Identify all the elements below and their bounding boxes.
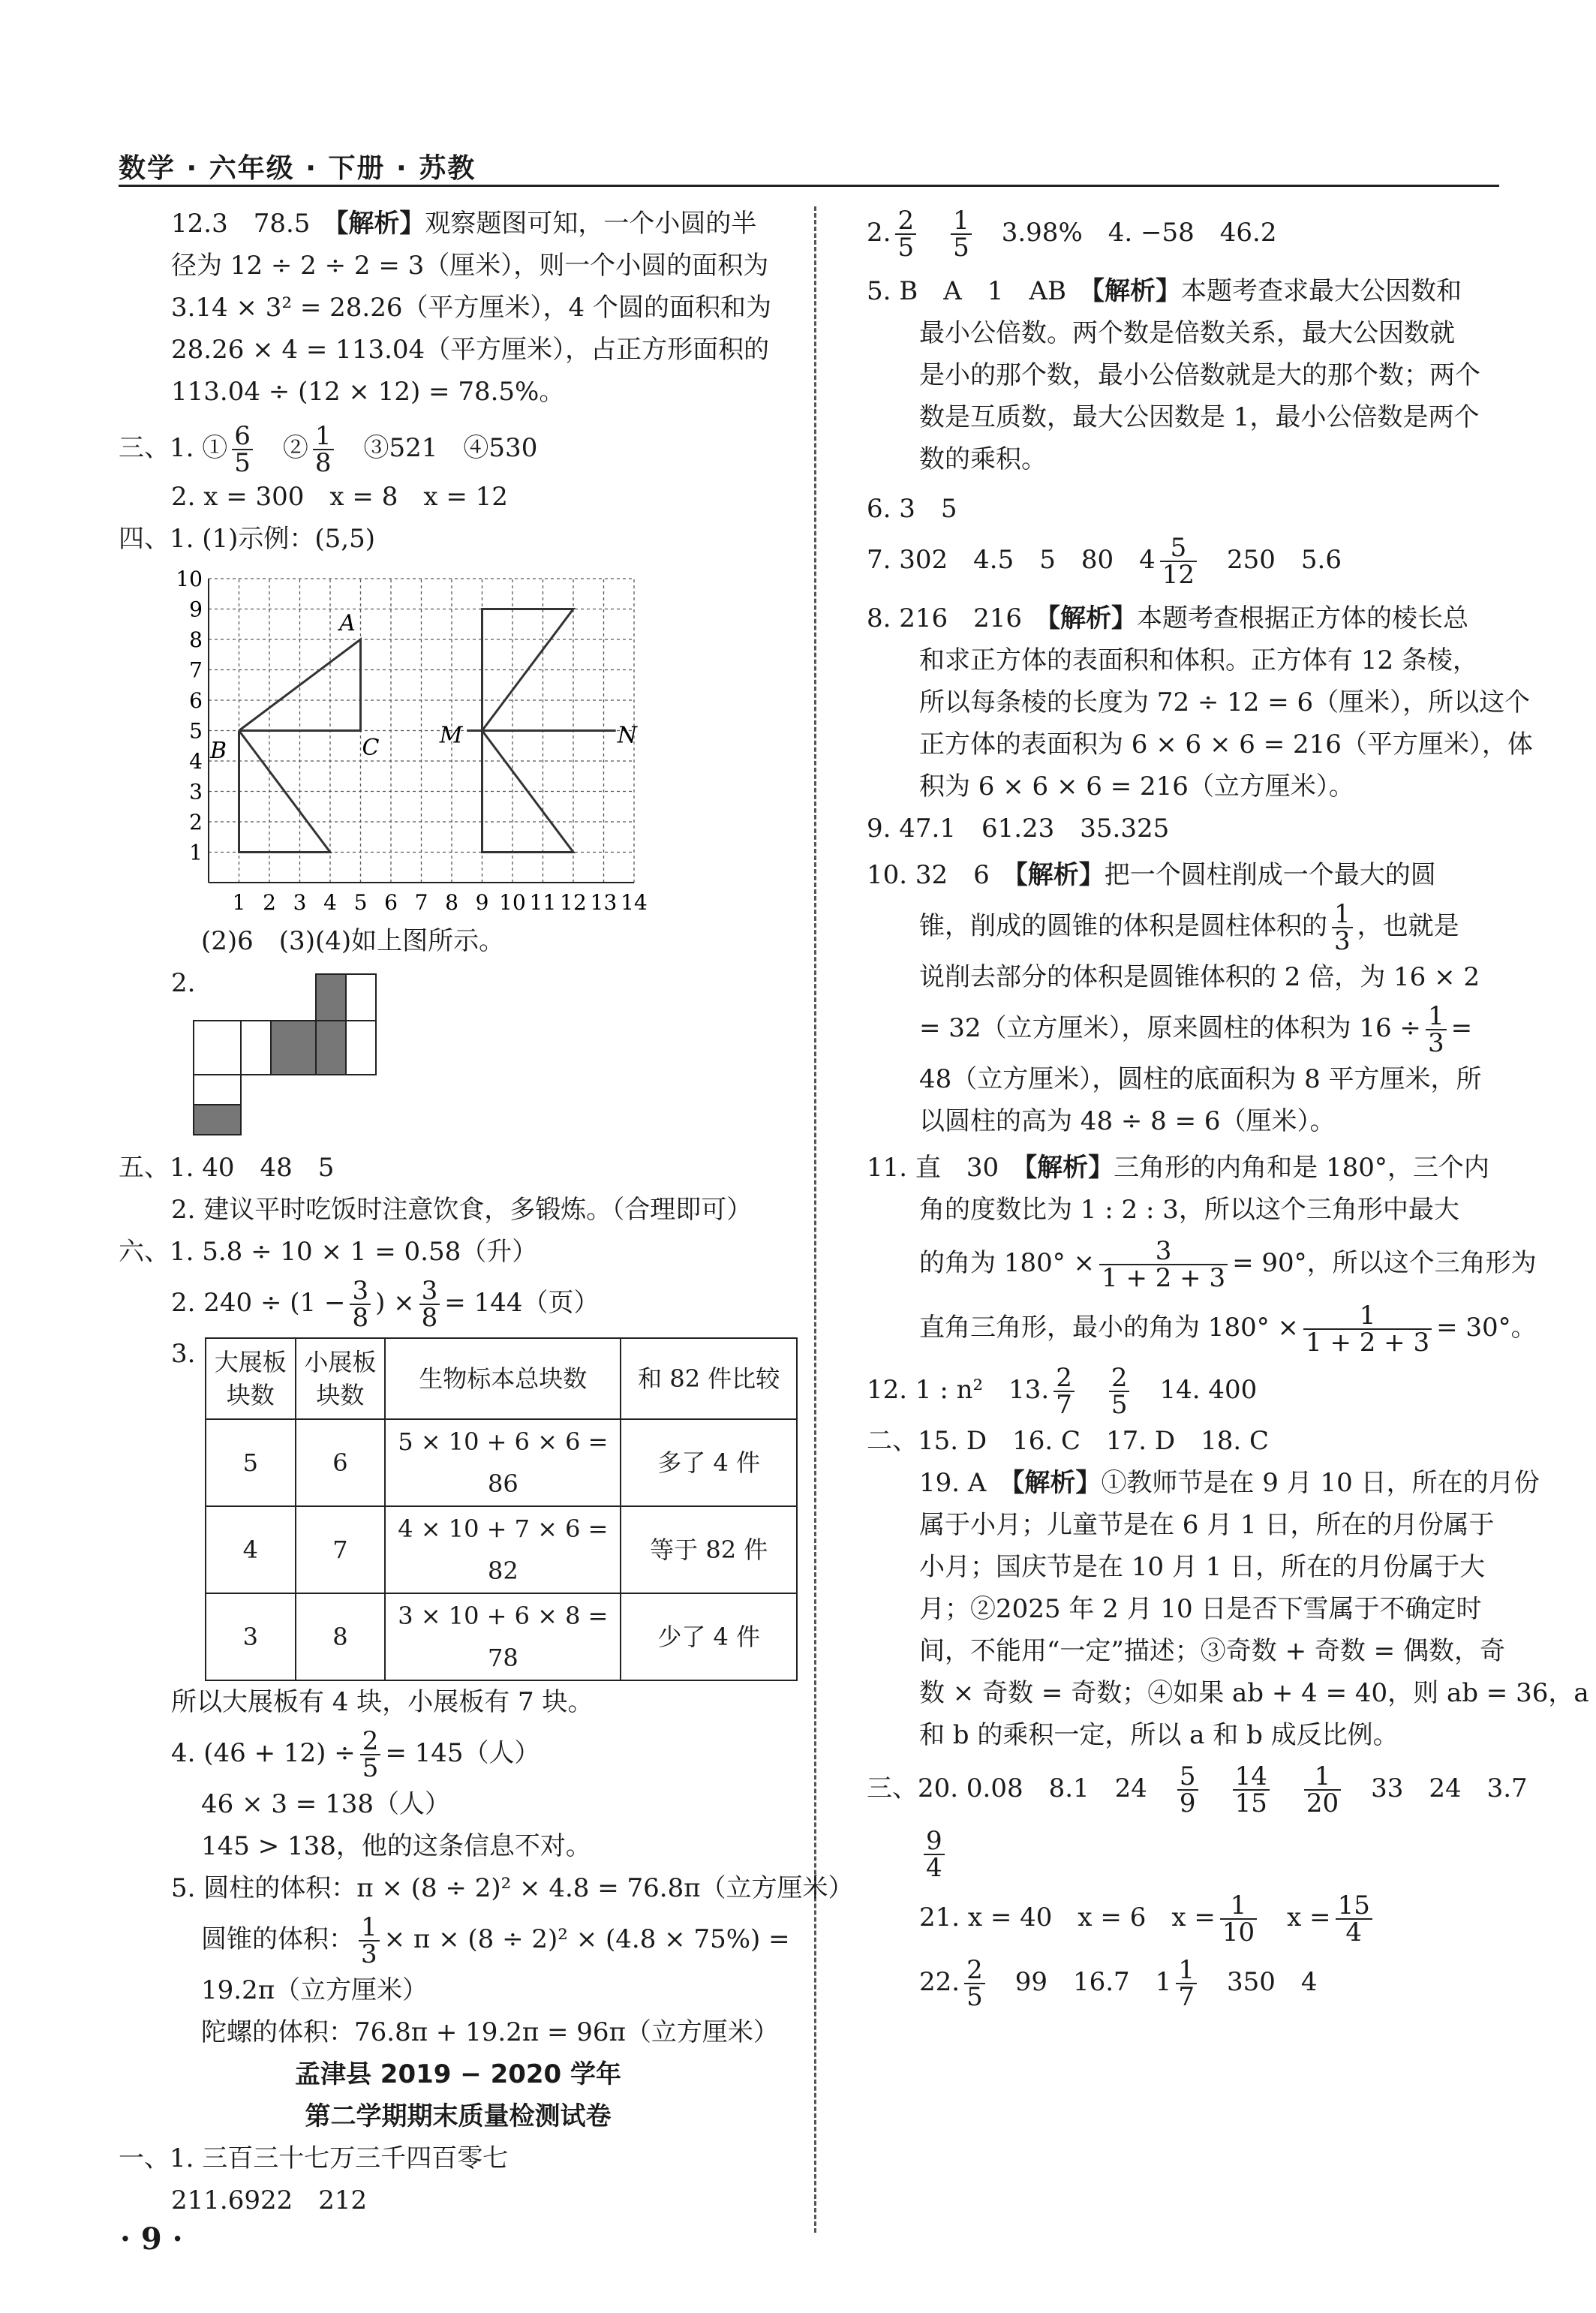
answer-r5: 5. B A 1 AB 【解析】本题考查求最大公因数和 bbox=[867, 276, 1462, 306]
text-line: 46 × 3 = 138（人） bbox=[201, 1789, 450, 1819]
y-tick-label: 10 bbox=[176, 567, 203, 591]
table-cell: 4 × 10 + 7 × 6 = 82 bbox=[385, 1506, 621, 1593]
x-tick-label: 11 bbox=[529, 890, 557, 915]
table-row bbox=[206, 1593, 797, 1680]
answer-4-1: 四、1. (1)示例：(5,5) bbox=[119, 524, 376, 554]
exam-title-line1: 孟津县 2019 − 2020 学年 bbox=[294, 2059, 622, 2089]
point-label-n: N bbox=[617, 722, 637, 749]
answer-r6: 6. 3 5 bbox=[867, 494, 957, 524]
y-tick-label: 6 bbox=[189, 688, 203, 713]
answer-4-2: 2. bbox=[171, 968, 196, 998]
text-line: 以圆柱的高为 48 ÷ 8 = 6（厘米）。 bbox=[919, 1106, 1336, 1136]
table-cell: 7 bbox=[296, 1506, 386, 1593]
x-tick-label: 13 bbox=[590, 890, 618, 915]
text-line: 145 > 138，他的这条信息不对。 bbox=[201, 1831, 591, 1861]
answer-r7: 7. 302 4.5 5 80 4 $\frac{5}{12}$ 250 5.6 bbox=[867, 533, 1342, 590]
text-line: 数是互质数，最大公因数是 1，最小公倍数是两个 bbox=[919, 402, 1480, 432]
answer-r2: 2. $\frac{2}{5}$ $\frac{1}{5}$ 3.98% 4. −58 46.2 bbox=[867, 206, 1277, 263]
point-label-b: B bbox=[210, 737, 227, 764]
table-cell: 5 × 10 + 6 × 6 = 86 bbox=[385, 1419, 621, 1506]
header-rule bbox=[119, 185, 1499, 187]
text-line: 19.2π（立方厘米） bbox=[201, 1975, 428, 2005]
x-tick-label: 5 bbox=[353, 890, 368, 915]
text-line: 3.14 × 3² = 28.26（平方厘米），4 个圆的面积和为 bbox=[171, 293, 771, 323]
y-tick-label: 5 bbox=[189, 718, 203, 744]
text-line: 最小公倍数。两个数是倍数关系，最大公因数就 bbox=[919, 318, 1455, 348]
text-line: 小月；国庆节是在 10 月 1 日，所在的月份属于大 bbox=[919, 1552, 1486, 1582]
text-line: 48（立方厘米），圆柱的底面积为 8 平方厘米，所 bbox=[919, 1064, 1482, 1094]
text-line: 圆锥的体积： $\frac{1}{3}$ × π × (8 ÷ 2)² × (4.8 × 75%) = bbox=[201, 1912, 790, 1969]
right-column bbox=[867, 203, 1589, 2014]
page-number: · 9 · bbox=[120, 2221, 183, 2257]
x-tick-label: 12 bbox=[560, 890, 587, 915]
text-line: 角的度数比为 1 : 2 : 3，所以这个三角形中最大 bbox=[919, 1195, 1459, 1225]
answer-1-1: 一、1. 三百三十七万三千四百零七 bbox=[119, 2143, 509, 2173]
x-tick-label: 9 bbox=[475, 890, 489, 915]
answer-r8: 8. 216 216 【解析】本题考查根据正方体的棱长总 bbox=[867, 603, 1469, 633]
answer-5-1: 五、1. 40 48 5 bbox=[119, 1153, 335, 1183]
text-line: = 32（立方厘米），原来圆柱的体积为 16 ÷ $\frac{1}{3}$ = bbox=[919, 1001, 1473, 1058]
page-header: 数学 · 六年级 · 下册 · 苏教 bbox=[119, 153, 476, 184]
y-tick-label: 1 bbox=[189, 840, 203, 865]
table-header: 小展板 块数 bbox=[296, 1338, 386, 1419]
y-tick-label: 8 bbox=[189, 627, 203, 652]
cube-net-figure bbox=[194, 974, 441, 1147]
answer-6-3-conclusion: 所以大展板有 4 块，小展板有 7 块。 bbox=[171, 1687, 594, 1717]
text-line: 说削去部分的体积是圆锥体积的 2 倍，为 16 × 2 bbox=[919, 962, 1480, 992]
table-cell: 多了 4 件 bbox=[621, 1419, 797, 1506]
left-column bbox=[119, 203, 854, 2221]
text-line: 113.04 ÷ (12 × 12) = 78.5%。 bbox=[171, 377, 565, 407]
table-cell: 少了 4 件 bbox=[621, 1593, 797, 1680]
answer-6-5: 5. 圆柱的体积：π × (8 ÷ 2)² × 4.8 = 76.8π（立方厘米） bbox=[171, 1873, 854, 1903]
y-tick-label: 7 bbox=[189, 657, 203, 683]
x-tick-label: 14 bbox=[621, 890, 648, 915]
x-tick-label: 7 bbox=[414, 890, 428, 915]
text-line: 正方体的表面积为 6 × 6 × 6 = 216（平方厘米），体 bbox=[919, 729, 1533, 759]
text-line: 直角三角形，最小的角为 180° × $\frac{1}{1 + 2 + 3}$ = 30°。 bbox=[919, 1301, 1537, 1358]
answer-5-2: 2. 建议平时吃饭时注意饮食，多锻炼。（合理即可） bbox=[171, 1195, 753, 1225]
text-line: 和求正方体的表面积和体积。正方体有 12 条棱， bbox=[919, 645, 1478, 675]
table-cell: 3 bbox=[206, 1593, 296, 1680]
answer-6-2: 2. 240 ÷ (1 − $\frac{3}{8}$ ) × $\frac{3}{8}$ = 144（页） bbox=[171, 1276, 600, 1333]
answer-3-1: 三、1. ① $\frac{6}{5}$ ② $\frac{1}{8}$ ③521 ④530 bbox=[119, 421, 538, 478]
answer-table bbox=[205, 1337, 798, 1681]
answer-r22: 22. $\frac{2}{5}$ 99 16.7 1 $\frac{1}{7}$ 350 4 bbox=[919, 1955, 1318, 2012]
text-line: 所以每条棱的长度为 72 ÷ 12 = 6（厘米），所以这个 bbox=[919, 687, 1531, 717]
answer-4-1-b: (2)6 (3)(4)如上图所示。 bbox=[201, 926, 505, 956]
x-tick-label: 10 bbox=[499, 890, 526, 915]
text-line: 的角为 180° × $\frac{3}{1 + 2 + 3}$ = 90°，所以这个三角形为 bbox=[919, 1236, 1537, 1293]
answer-6-1: 六、1. 5.8 ÷ 10 × 1 = 0.58（升） bbox=[119, 1237, 538, 1267]
answer-r19: 19. A 【解析】①教师节是在 9 月 10 日，所在的月份 bbox=[919, 1468, 1540, 1498]
text-line: 锥，削成的圆锥的体积是圆柱体积的 $\frac{1}{3}$ ，也就是 bbox=[919, 899, 1459, 956]
answer-r20: 三、20. 0.08 8.1 24 $\frac{5}{9}$ $\frac{14}{15}$ $\frac{1}{20}$ 33 24 3.7 bbox=[867, 1761, 1528, 1818]
table-cell: 3 × 10 + 6 × 8 = 78 bbox=[385, 1593, 621, 1680]
point-label-m: M bbox=[439, 722, 463, 749]
answer-r9: 9. 47.1 61.23 35.325 bbox=[867, 814, 1170, 844]
text-line: $\frac{9}{4}$ bbox=[867, 1821, 1512, 1885]
table-header: 生物标本总块数 bbox=[385, 1338, 621, 1419]
answer-r12: 12. 1 : n² 13. $\frac{2}{7}$ $\frac{2}{5}$ 14. 400 bbox=[867, 1363, 1258, 1420]
coordinate-grid bbox=[176, 560, 659, 920]
text-line: 陀螺的体积：76.8π + 19.2π = 96π（立方厘米） bbox=[201, 2017, 779, 2047]
text-line: 是小的那个数，最小公倍数就是大的那个数；两个 bbox=[919, 360, 1480, 390]
answer-6-4: 4. (46 + 12) ÷ $\frac{2}{5}$ = 145（人） bbox=[171, 1726, 540, 1783]
exam-title-line2: 第二学期期末质量检测试卷 bbox=[305, 2101, 612, 2131]
text-line: 间，不能用“一定”描述；③奇数 + 奇数 = 偶数，奇 bbox=[919, 1636, 1505, 1666]
answer-r10: 10. 32 6 【解析】把一个圆柱削成一个最大的圆 bbox=[867, 860, 1436, 890]
y-tick-label: 9 bbox=[189, 597, 203, 622]
point-label-a: A bbox=[339, 609, 356, 636]
text-line: 属于小月；儿童节是在 6 月 1 日，所在的月份属于 bbox=[919, 1510, 1495, 1540]
x-tick-label: 1 bbox=[232, 890, 246, 915]
answer-r11: 11. 直 30 【解析】三角形的内角和是 180°，三个内 bbox=[867, 1153, 1489, 1183]
x-tick-label: 8 bbox=[445, 890, 458, 915]
answer-r21: 21. x = 40 x = 6 x = $\frac{1}{10}$ x = $\frac{15}{4}$ bbox=[867, 1885, 1512, 1950]
text-line: 数的乘积。 bbox=[919, 444, 1047, 474]
table-cell: 8 bbox=[296, 1593, 386, 1680]
x-tick-label: 2 bbox=[263, 890, 276, 915]
table-header: 和 82 件比较 bbox=[621, 1338, 797, 1419]
text-line: 径为 12 ÷ 2 ÷ 2 = 3（厘米），则一个小圆的面积为 bbox=[171, 251, 769, 281]
answer-3-2: 2. x = 300 x = 8 x = 12 bbox=[171, 482, 508, 512]
table-header: 大展板 块数 bbox=[206, 1338, 296, 1419]
table-row bbox=[206, 1506, 797, 1593]
y-tick-label: 3 bbox=[189, 779, 203, 805]
table-row bbox=[206, 1419, 797, 1506]
table-cell: 4 bbox=[206, 1506, 296, 1593]
table-cell: 6 bbox=[296, 1419, 386, 1506]
table-cell: 等于 82 件 bbox=[621, 1506, 797, 1593]
text-line: 数 × 奇数 = 奇数；④如果 ab + 4 = 40，则 ab = 36，a bbox=[919, 1678, 1589, 1708]
point-label-c: C bbox=[362, 734, 380, 761]
text-line: 和 b 的乘积一定，所以 a 和 b 成反比例。 bbox=[919, 1720, 1399, 1750]
answer-6-3-label: 3. bbox=[171, 1339, 196, 1369]
text-line: 211.6922 212 bbox=[171, 2185, 368, 2215]
x-tick-label: 4 bbox=[323, 890, 337, 915]
y-tick-label: 2 bbox=[189, 810, 203, 835]
text-line: 月；②2025 年 2 月 10 日是否下雪属于不确定时 bbox=[919, 1594, 1482, 1624]
text-line: 积为 6 × 6 × 6 = 216（立方厘米）。 bbox=[919, 772, 1354, 802]
y-tick-label: 4 bbox=[189, 749, 203, 774]
x-tick-label: 6 bbox=[384, 890, 398, 915]
x-tick-label: 3 bbox=[293, 890, 307, 915]
text-line: 28.26 × 4 = 113.04（平方厘米），占正方形面积的 bbox=[171, 335, 770, 365]
column-divider bbox=[814, 206, 816, 2233]
answer-12: 12.3 78.5 【解析】观察题图可知，一个小圆的半 bbox=[171, 209, 757, 239]
answer-r15: 二、15. D 16. C 17. D 18. C bbox=[867, 1426, 1270, 1456]
table-cell: 5 bbox=[206, 1419, 296, 1506]
table-header-row bbox=[206, 1338, 797, 1419]
